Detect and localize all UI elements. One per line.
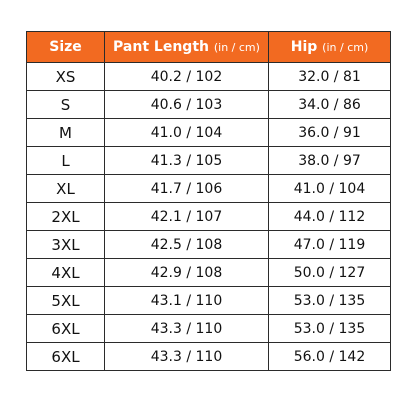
table-header xyxy=(27,32,391,63)
hip-cell: 50.0 / 127 xyxy=(269,259,391,287)
pant-length-cell: 40.6 / 103 xyxy=(105,91,269,119)
header-hip xyxy=(269,32,391,63)
pant-length-cell: 42.5 / 108 xyxy=(105,231,269,259)
header-pant-length-label: Pant Length xyxy=(113,39,209,55)
header-pant-length xyxy=(105,32,269,63)
pant-length-cell: 43.3 / 110 xyxy=(105,343,269,371)
table-row xyxy=(27,259,391,287)
size-cell: L xyxy=(27,147,105,175)
size-cell: XS xyxy=(27,63,105,91)
table-row xyxy=(27,147,391,175)
pant-length-cell: 41.7 / 106 xyxy=(105,175,269,203)
size-cell: 4XL xyxy=(27,259,105,287)
size-cell: XL xyxy=(27,175,105,203)
pant-length-cell: 42.1 / 107 xyxy=(105,203,269,231)
header-size xyxy=(27,32,105,63)
size-cell: 5XL xyxy=(27,287,105,315)
pant-length-cell: 41.0 / 104 xyxy=(105,119,269,147)
table-row xyxy=(27,63,391,91)
hip-cell: 56.0 / 142 xyxy=(269,343,391,371)
header-hip-label: Hip xyxy=(290,39,318,55)
size-cell: 2XL xyxy=(27,203,105,231)
hip-cell: 32.0 / 81 xyxy=(269,63,391,91)
header-size-label: Size xyxy=(49,39,82,55)
size-chart-table xyxy=(26,31,391,371)
pant-length-cell: 43.1 / 110 xyxy=(105,287,269,315)
hip-cell: 34.0 / 86 xyxy=(269,91,391,119)
pant-length-cell: 42.9 / 108 xyxy=(105,259,269,287)
table-body xyxy=(27,63,391,371)
size-cell: S xyxy=(27,91,105,119)
hip-cell: 36.0 / 91 xyxy=(269,119,391,147)
table-row xyxy=(27,91,391,119)
header-hip-unit: (in / cm) xyxy=(322,41,369,54)
hip-cell: 41.0 / 104 xyxy=(269,175,391,203)
size-cell: 6XL xyxy=(27,343,105,371)
size-cell: 3XL xyxy=(27,231,105,259)
table-row xyxy=(27,175,391,203)
table-row xyxy=(27,119,391,147)
table-row xyxy=(27,315,391,343)
hip-cell: 53.0 / 135 xyxy=(269,287,391,315)
hip-cell: 38.0 / 97 xyxy=(269,147,391,175)
table-row xyxy=(27,343,391,371)
pant-length-cell: 43.3 / 110 xyxy=(105,315,269,343)
hip-cell: 53.0 / 135 xyxy=(269,315,391,343)
table-row xyxy=(27,287,391,315)
table-row xyxy=(27,231,391,259)
header-row xyxy=(27,32,391,63)
pant-length-cell: 40.2 / 102 xyxy=(105,63,269,91)
header-pant-length-unit: (in / cm) xyxy=(213,41,260,54)
size-cell: M xyxy=(27,119,105,147)
size-cell: 6XL xyxy=(27,315,105,343)
hip-cell: 47.0 / 119 xyxy=(269,231,391,259)
pant-length-cell: 41.3 / 105 xyxy=(105,147,269,175)
hip-cell: 44.0 / 112 xyxy=(269,203,391,231)
table-row xyxy=(27,203,391,231)
